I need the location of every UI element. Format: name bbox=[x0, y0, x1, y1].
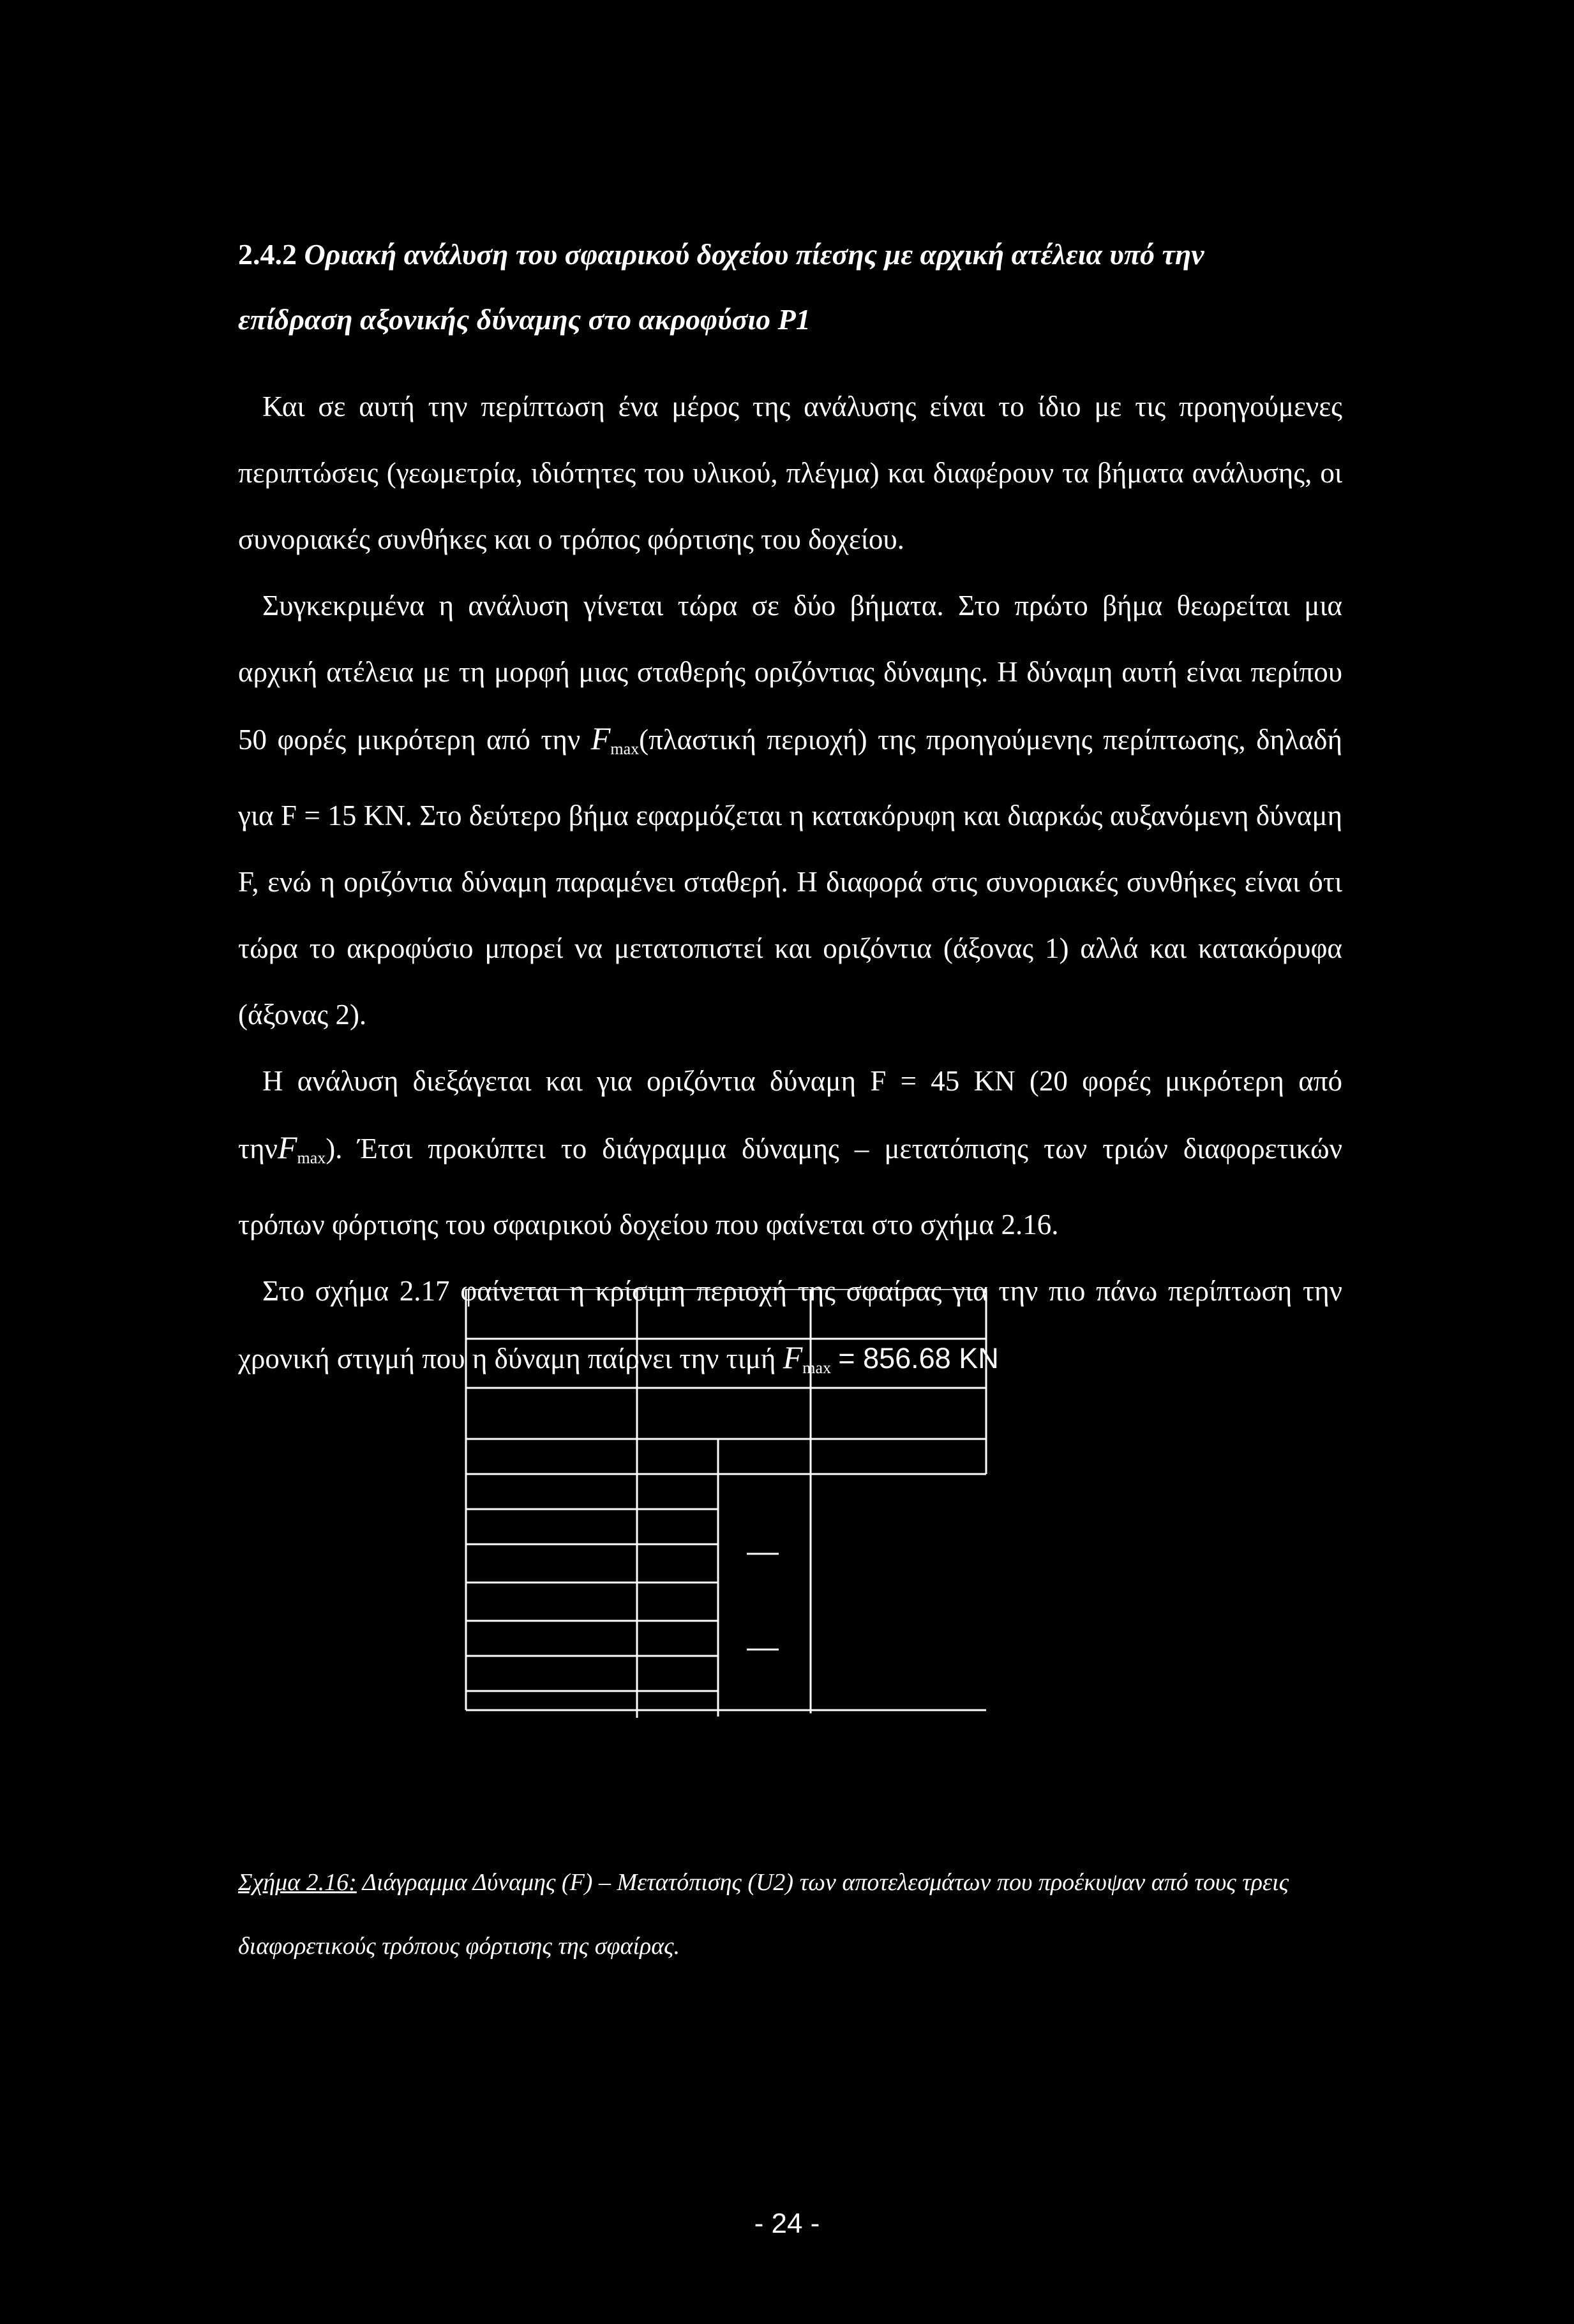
fmax-symbol bbox=[278, 1129, 326, 1165]
paragraph-2-part-a: Συγκεκριμένα η ανάλυση γίνεται τώρα σε δύο βήματα. Στο πρώτο βήμα θεωρείται μια αρχική ατέλεια με τη μορφή μιας σταθερής οριζόντιας δύναμης. Η δύναμη αυτή είναι περίπου 50 φορές μικρότερη από την bbox=[238, 590, 1342, 756]
fmax-subscript: max bbox=[802, 1359, 832, 1377]
paragraph-3-part-a: Η ανάλυση διεξάγεται και για οριζόντια δύναμη F = 45 KN (20 φορές μικρότερη από την bbox=[238, 1065, 1342, 1165]
paragraph-2 bbox=[238, 572, 1342, 1048]
body-text bbox=[238, 373, 1342, 1401]
figure-caption bbox=[238, 1851, 1342, 1978]
paragraph-4-part-b: = 856.68 KN bbox=[838, 1342, 999, 1374]
figure-grid bbox=[466, 1289, 986, 1718]
paragraph-3 bbox=[238, 1048, 1342, 1258]
paragraph-3-part-b: ). Έτσι προκύπτει το διάγραμμα δύναμης – μετατόπισης των τριών διαφορετικών τρόπων φόρτισης του σφαιρικού δοχείου που φαίνεται στο σχήμα 2.16. bbox=[238, 1133, 1342, 1240]
paragraph-4-part-a: Στο σχήμα 2.17 φαίνεται η κρίσιμη περιοχή της σφαίρας για την πιο πάνω περίπτωση την χρονική στιγμή που η δύναμη παίρνει την τιμή bbox=[238, 1275, 1342, 1374]
fmax-letter: F bbox=[277, 1129, 297, 1165]
fmax-symbol bbox=[591, 720, 639, 756]
paragraph-1: Και σε αυτή την περίπτωση ένα μέρος της ανάλυσης είναι το ίδιο με τις προηγούμενες περιπτώσεις (γεωμετρία, ιδιότητες του υλικού, πλέγμα) και διαφέρουν τα βήματα ανάλυσης, οι συνοριακές συνθήκες και ο τρόπος φόρτισης του δοχείου. bbox=[238, 391, 1342, 555]
fmax-subscript: max bbox=[610, 740, 640, 758]
fmax-letter: F bbox=[590, 720, 611, 756]
caption-label: Σχήμα 2.16: bbox=[238, 1869, 357, 1896]
section-heading bbox=[238, 222, 1342, 352]
section-number: 2.4.2 bbox=[238, 238, 297, 271]
page-number: - 24 - bbox=[754, 2208, 820, 2239]
caption-text: Διάγραμμα Δύναμης (F) – Μετατόπισης (U2) των αποτελεσμάτων που προέκυψαν από τους τρεις διαφορετικούς τρόπους φόρτισης της σφαίρας. bbox=[238, 1869, 1289, 1960]
heading-line-1 bbox=[238, 222, 1342, 287]
paragraph-2-part-b: (πλαστική περιοχή) της προηγούμενης περίπτωσης, δηλαδή για F = 15 KN. Στο δεύτερο βήμα εφαρμόζεται η κατακόρυφη και διαρκώς αυξανόμενη δύναμη F, ενώ η οριζόντια δύναμη παραμένει σταθερή. Η διαφορά στις συνοριακές συνθήκες είναι ότι τώρα το ακροφύσιο μπορεί να μετατοπιστεί και οριζόντια (άξονας 1) αλλά και κατακόρυφα (άξονας 2). bbox=[238, 724, 1342, 1031]
heading-line-2: επίδραση αξονικής δύναμης στο ακροφύσιο P1 bbox=[238, 303, 811, 336]
fmax-subscript: max bbox=[297, 1149, 326, 1167]
force-displacement-figure bbox=[463, 1289, 993, 1723]
heading-title-1: Οριακή ανάλυση του σφαιρικού δοχείου πίεσης με αρχική ατέλεια υπό την bbox=[304, 238, 1204, 271]
fmax-letter: F bbox=[783, 1339, 803, 1375]
